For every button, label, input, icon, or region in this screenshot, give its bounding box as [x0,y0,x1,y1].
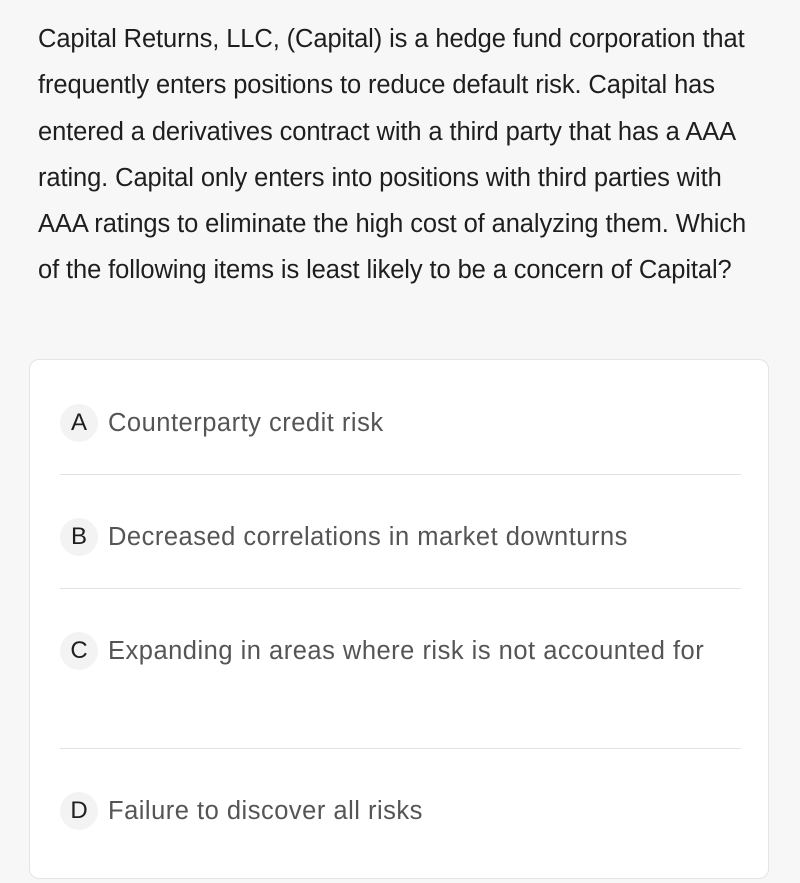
option-c[interactable] [60,632,741,674]
option-letter: A [60,404,98,442]
divider [60,748,741,749]
answer-options-card [29,359,769,879]
option-a[interactable] [60,404,741,446]
option-text: Counterparty credit risk [108,409,384,437]
question-text: Capital Returns, LLC, (Capital) is a hedge fund corporation that frequently enters positions to reduce default risk. Capital has entered a derivatives contract with a third party that has a AAA rating. Capital only enters into positions with third parties with AAA ratings to eliminate the high cost of analyzing them. Which of the following items is least likely to be a concern of Capital? [38,25,747,285]
option-letter: C [60,632,98,670]
option-d[interactable] [60,792,741,834]
option-letter: B [60,518,98,556]
option-text: Expanding in areas where risk is not accounted for [108,637,705,665]
divider [60,588,741,589]
option-letter: D [60,792,98,830]
option-b[interactable] [60,518,741,560]
divider [60,474,741,475]
option-text: Decreased correlations in market downturns [108,523,628,551]
option-text: Failure to discover all risks [108,797,423,825]
